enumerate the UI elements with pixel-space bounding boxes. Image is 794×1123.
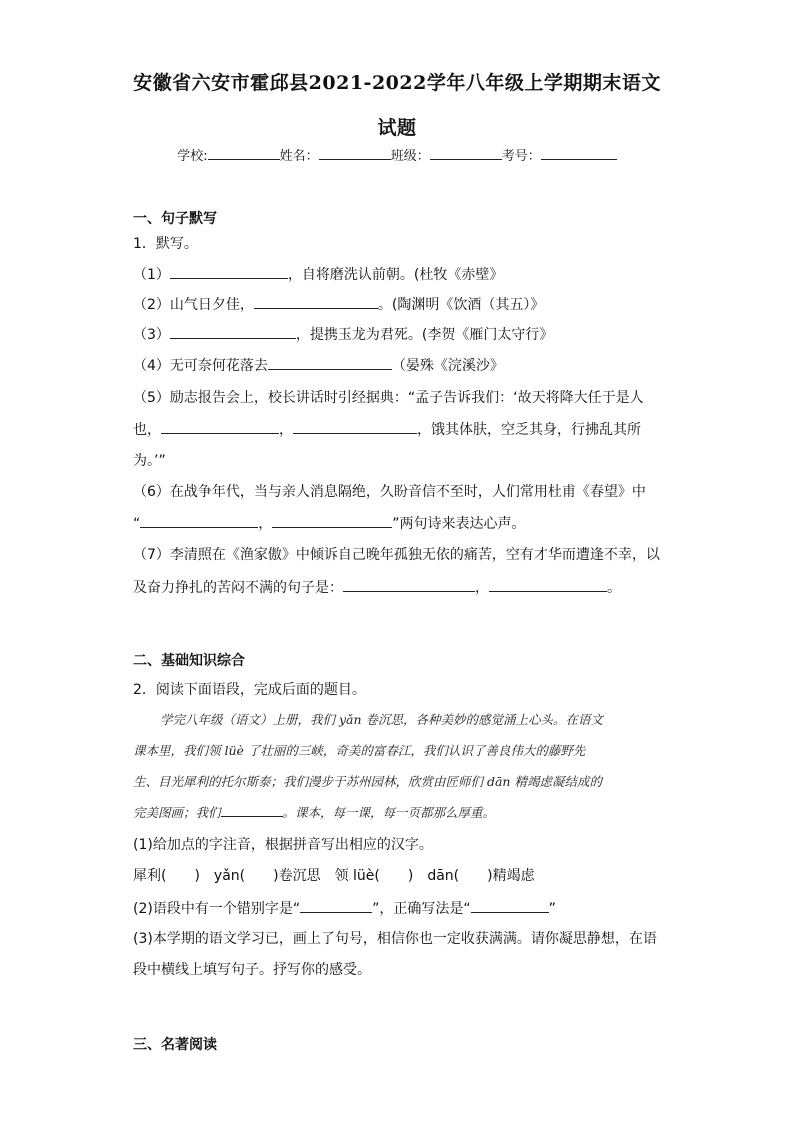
section-heading-3: 三、名著阅读 <box>133 1037 217 1053</box>
passage-line-2: 课本里，我们领 lüè 了壮丽的三峡，奇美的富春江，我们认识了善良伟大的藤野先 <box>133 743 586 758</box>
q1-item-6-line2 <box>133 513 526 534</box>
passage-line-1: 学完八年级（语文）上册，我们 yǎn 卷沉思，各种美妙的感觉涌上心头。在语文 <box>160 712 604 727</box>
section-heading-2: 二、基础知识综合 <box>133 653 245 669</box>
answer-blank[interactable] <box>170 264 288 279</box>
item-text: ， <box>475 580 489 596</box>
answer-blank[interactable] <box>489 577 607 592</box>
q1-item-5-line2 <box>133 419 641 440</box>
item-text: ” <box>548 901 556 917</box>
exam-title: 安徽省六安市霍邱县2021-2022学年八年级上学期期末语文 <box>133 72 661 94</box>
q1-item-2 <box>133 294 544 315</box>
item-text: （1） <box>133 267 170 283</box>
school-blank[interactable] <box>208 147 280 160</box>
item-text: ，自将磨洗认前朝。(杜牧《赤壁》 <box>287 267 504 283</box>
q2-sub-2 <box>133 898 556 919</box>
item-text: ”，正确写法是“ <box>372 901 471 917</box>
item-text: 也， <box>133 422 161 438</box>
answer-blank[interactable] <box>170 324 296 339</box>
item-text: 。(陶渊明《饮酒（其五）》 <box>377 297 545 313</box>
answer-blank[interactable] <box>343 577 475 592</box>
class-label: 班级： <box>390 149 430 164</box>
number-label: 考号： <box>501 149 541 164</box>
q2-sub-1: (1)给加点的字注音，根据拼音写出相应的汉字。 <box>133 837 433 853</box>
name-blank[interactable] <box>319 147 391 160</box>
number-blank[interactable] <box>541 147 617 160</box>
q1-item-3 <box>133 324 553 345</box>
passage-text: 。课本，每一课，每一页都那么厚重。 <box>282 805 496 820</box>
name-label: 姓名： <box>279 149 319 164</box>
q1-item-5-line3: 为。’” <box>133 453 166 469</box>
q1-item-7-line2 <box>133 577 621 598</box>
q1-item-4 <box>133 355 504 376</box>
item-text: ， <box>279 422 293 438</box>
item-text: ，提携玉龙为君死。(李贺《雁门太守行》 <box>295 327 554 343</box>
q2-sub-3-line2: 段中横线上填写句子。抒写你的感受。 <box>133 962 371 978</box>
item-text: ， <box>258 516 273 532</box>
q1-item-1 <box>133 264 503 285</box>
q1-item-6-line1: （6）在战争年代，当与亲人消息隔绝，久盼音信不至时，人们常用杜甫《春望》中 <box>133 484 646 500</box>
answer-blank[interactable] <box>254 294 378 309</box>
passage-text: 完美图画；我们 <box>133 805 221 820</box>
item-text: ”两句诗来表达心声。 <box>392 516 526 532</box>
q1-item-5-line1: （5）励志报告会上，校长讲话时引经据典：“孟子告诉我们：‘故天将降大任于是人 <box>133 390 644 406</box>
item-text: 及奋力挣扎的苦闷不满的句子是： <box>133 580 343 596</box>
school-label: 学校: <box>177 149 208 164</box>
answer-blank[interactable] <box>300 898 372 913</box>
exam-title-continued: 试题 <box>377 117 417 139</box>
passage-line-3: 生、目光犀利的托尔斯泰；我们漫步于苏州园林，欣赏由匠师们 dān 精竭虑凝结成的 <box>133 774 602 789</box>
answer-blank[interactable] <box>471 898 549 913</box>
student-info-row <box>0 145 794 164</box>
answer-blank[interactable] <box>268 355 392 370</box>
item-text: （4）无可奈何花落去 <box>133 358 268 374</box>
item-text: ，饿其体肤，空乏其身，行拂乱其所 <box>417 422 641 438</box>
item-text: (2)语段中有一个错别字是“ <box>133 901 301 917</box>
q2-sub-3-line1: (3)本学期的语文学习已，画上了句号，相信你也一定收获满满。请你凝思静想，在语 <box>133 931 657 947</box>
class-blank[interactable] <box>430 147 502 160</box>
q2-pinyin-line: 犀利( ) yǎn( )卷沉思 领 lüè( ) dān( )精竭虑 <box>133 868 535 884</box>
answer-blank[interactable] <box>221 804 283 817</box>
passage-line-4 <box>133 803 495 823</box>
section-heading-1: 一、句子默写 <box>133 211 217 227</box>
question-1: 1．默写。 <box>133 236 198 252</box>
q1-item-7-line1: （7）李清照在《渔家傲》中倾诉自己晚年孤独无依的痛苦，空有才华而遭逢不幸，以 <box>133 547 660 563</box>
item-text: 。 <box>607 580 621 596</box>
answer-blank[interactable] <box>293 419 417 434</box>
item-text: （3） <box>133 327 170 343</box>
question-2: 2．阅读下面语段，完成后面的题目。 <box>133 682 366 698</box>
answer-blank[interactable] <box>272 513 392 528</box>
item-text: （2）山气日夕佳， <box>133 297 254 313</box>
answer-blank[interactable] <box>161 419 279 434</box>
item-text: “ <box>133 516 141 532</box>
item-text: （晏殊《浣溪沙》 <box>391 358 504 374</box>
answer-blank[interactable] <box>140 513 258 528</box>
